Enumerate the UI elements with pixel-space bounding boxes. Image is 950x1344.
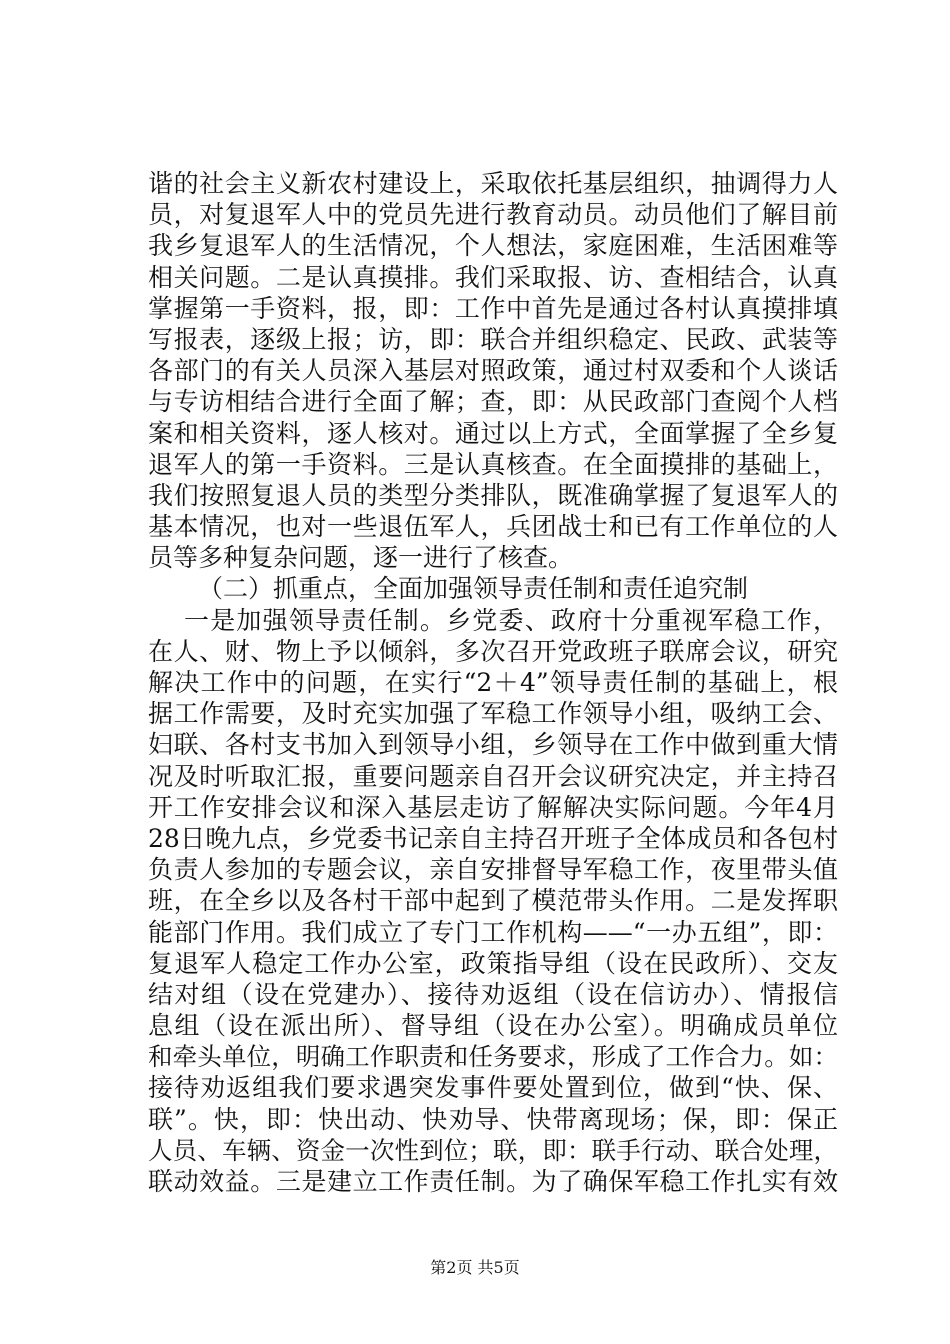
text-line: 退军人的第一手资料。三是认真核查。在全面摸排的基础上， xyxy=(148,449,838,479)
text-line: 联动效益。三是建立工作责任制。为了确保军稳工作扎实有效 xyxy=(148,1167,838,1196)
text-line: 接待劝返组我们要求遇突发事件要处置到位，做到“快、保、 xyxy=(148,1073,838,1103)
text-line: 写报表，逐级上报；访，即：联合并组织稳定、民政、武装等 xyxy=(148,324,838,354)
text-line: 在人、财、物上予以倾斜，多次召开党政班子联席会议，研究 xyxy=(148,636,838,666)
text-line: 和牵头单位，明确工作职责和任务要求，形成了工作合力。如： xyxy=(148,1042,838,1072)
text-line: 掌握第一手资料，报，即：工作中首先是通过各村认真摸排填 xyxy=(148,293,838,323)
text-line: 各部门的有关人员深入基层对照政策，通过村双委和个人谈话 xyxy=(148,356,838,386)
text-line: 复退军人稳定工作办公室，政策指导组（设在民政所）、交友 xyxy=(148,948,838,978)
text-line: 员，对复退军人中的党员先进行教育动员。动员他们了解目前 xyxy=(148,200,838,230)
text-line: 人员、车辆、资金一次性到位；联，即：联手行动、联合处理， xyxy=(148,1135,838,1165)
text-line: 息组（设在派出所）、督导组（设在办公室）。明确成员单位 xyxy=(148,1011,838,1041)
text-line: 员等多种复杂问题，逐一进行了核查。 xyxy=(148,543,574,573)
text-line: 妇联、各村支书加入到领导小组，乡领导在工作中做到重大情 xyxy=(148,730,838,760)
text-line: 我们按照复退人员的类型分类排队，既准确掌握了复退军人的 xyxy=(148,480,838,510)
text-line: 负责人参加的专题会议，亲自安排督导军稳工作，夜里带头值 xyxy=(148,855,838,885)
text-line: 班，在全乡以及各村干部中起到了模范带头作用。二是发挥职 xyxy=(148,886,838,916)
text-line: 联”。快，即：快出动、快劝导、快带离现场；保，即：保正 xyxy=(148,1104,838,1134)
text-line: 开工作安排会议和深入基层走访了解解决实际问题。今年4月 xyxy=(148,792,838,822)
document-body xyxy=(148,168,838,1197)
text-line: 谐的社会主义新农村建设上，采取依托基层组织，抽调得力人 xyxy=(148,169,838,198)
text-line: 相关问题。二是认真摸排。我们采取报、访、查相结合，认真 xyxy=(148,262,838,292)
text-line: 我乡复退军人的生活情况，个人想法，家庭困难，生活困难等 xyxy=(148,231,838,261)
text-line: 一是加强领导责任制。乡党委、政府十分重视军稳工作， xyxy=(184,605,838,635)
text-line: 案和相关资料，逐人核对。通过以上方式，全面掌握了全乡复 xyxy=(148,418,838,448)
text-line: 结对组（设在党建办）、接待劝返组（设在信访办）、情报信 xyxy=(148,979,838,1009)
text-line: 况及时听取汇报，重要问题亲自召开会议研究决定，并主持召 xyxy=(148,761,838,791)
section-heading: （二）抓重点，全面加强领导责任制和责任追究制 xyxy=(198,574,749,604)
page-number: 第2页 共5页 xyxy=(430,1258,520,1277)
text-line: 据工作需要，及时充实加强了军稳工作领导小组，吸纳工会、 xyxy=(148,699,838,729)
text-line: 28日晚九点，乡党委书记亲自主持召开班子全体成员和各包村 xyxy=(148,823,838,853)
text-line: 解决工作中的问题，在实行“2＋4”领导责任制的基础上，根 xyxy=(148,668,838,697)
text-line: 与专访相结合进行全面了解；查，即：从民政部门查阅个人档 xyxy=(148,387,838,417)
text-line: 基本情况，也对一些退伍军人，兵团战士和已有工作单位的人 xyxy=(148,512,838,542)
text-line: 能部门作用。我们成立了专门工作机构——“一办五组”，即： xyxy=(148,917,838,947)
